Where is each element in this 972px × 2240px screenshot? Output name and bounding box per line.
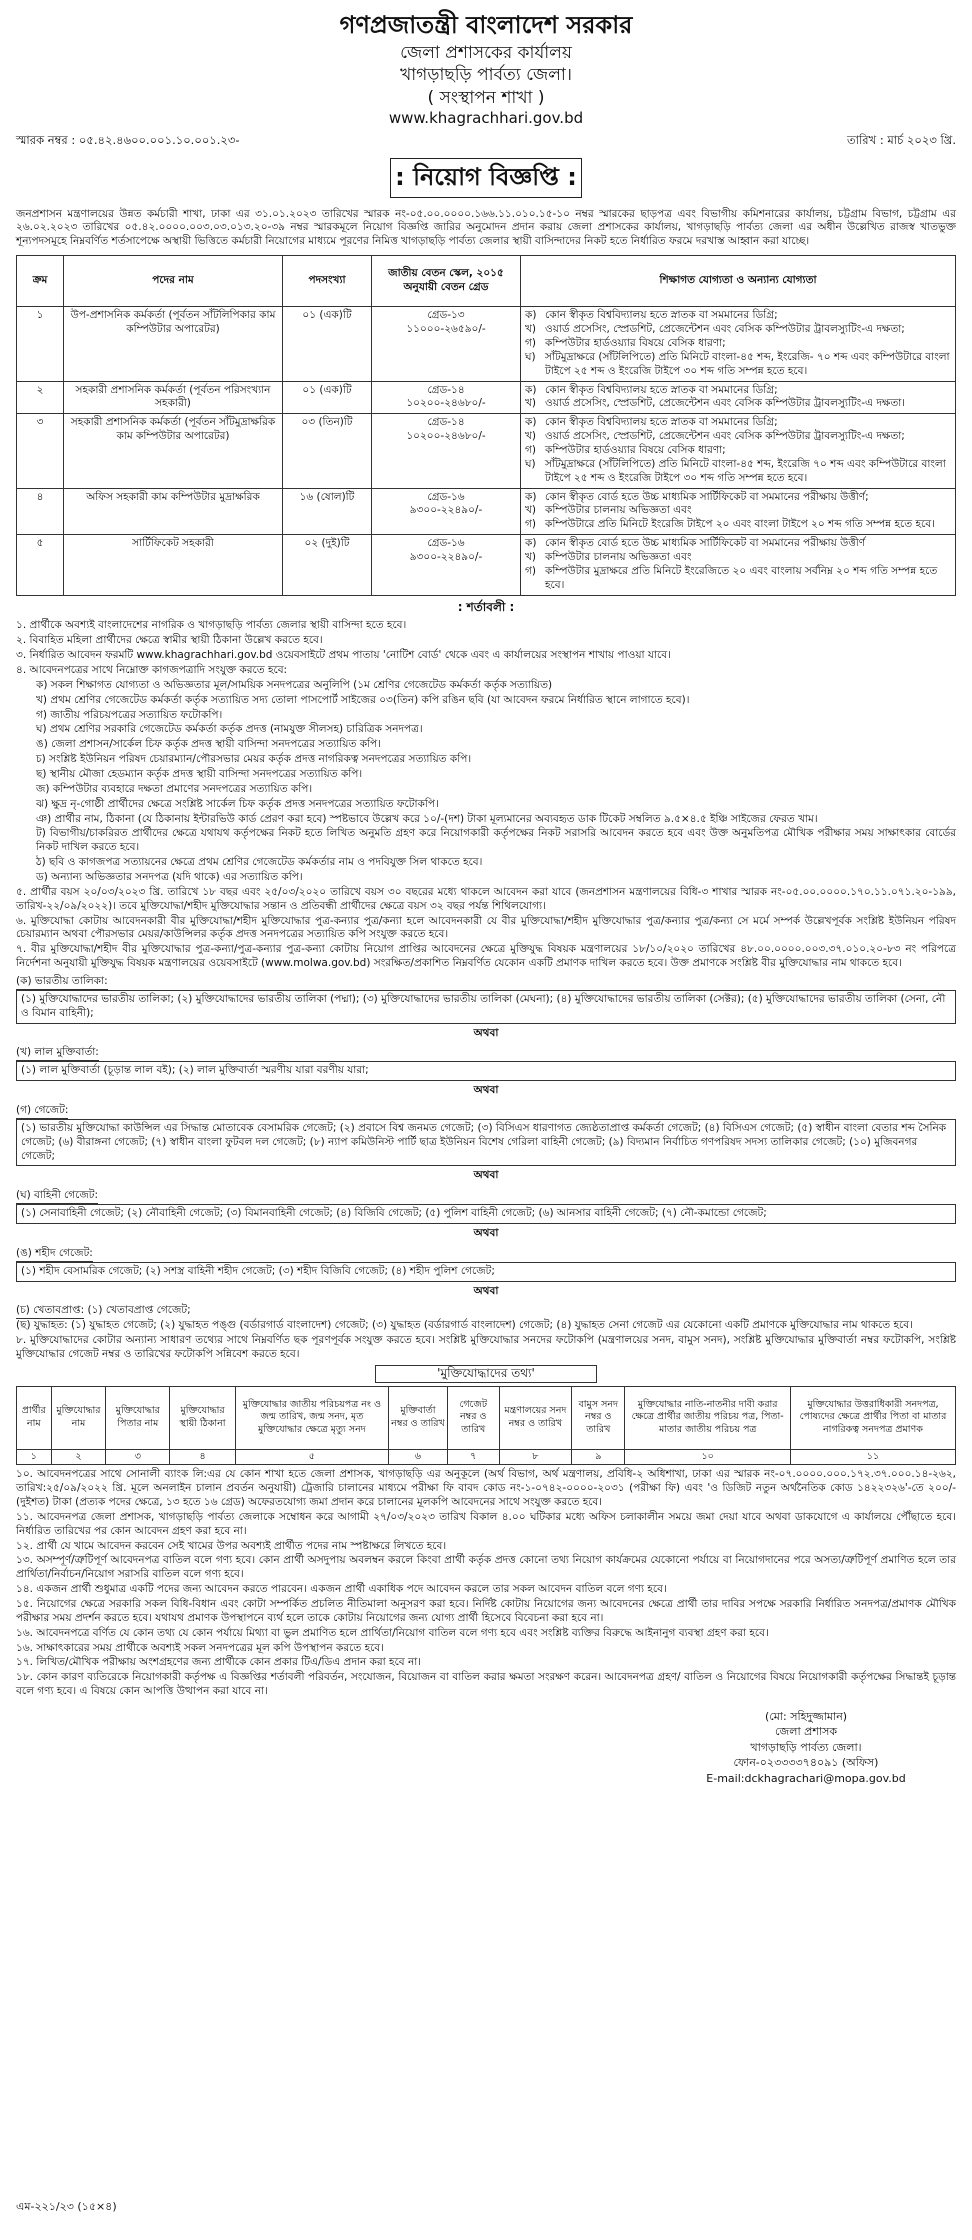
signatory-district: খাগড়াছড়ি পার্বত্য জেলা। (750, 1740, 862, 1754)
post-row (17, 307, 956, 381)
condition-item: ১. প্রার্থীকে অবশ্যই বাংলাদেশের নাগরিক ও খাগড়াছড়ি পার্বত্য জেলার স্থায়ী বাসিন্দা হতে হবে। (16, 619, 407, 632)
post-serial: ২ (17, 381, 64, 414)
qualification-text: সাঁটমুদ্রাক্ষরে (সাঁটলিপিতে) প্রতি মিনিটে বাংলা-৪৫ শব্দ, ইংরেজি- ৭০ শব্দ এবং কম্পিউটারে বাংলা টাইপে ২৫ শব্দ ও ইংরেজি টাইপে ৩০ শব্দ গতি সম্পন্ন হতে হবে। (545, 350, 950, 377)
intro-paragraph: জনপ্রশাসন মন্ত্রণালয়ের উন্নত কর্মচারী শাখা, ঢাকা এর ৩১.০১.২০২৩ তারিখের স্মারক নং-০৫.০০.০০০০.১৬৬.১১.০১০.১৫-১০ নম্বর স্মারকের ছাড়পত্র এবং বিভাগীয় কমিশনারের কার্যালয়, চট্টগ্রাম বিভাগ, চট্টগ্রাম এর ২৬.০২.২০২৩ তারিখের ০৫.৪২.০০০০.০০৩.০৩.০১৩.২০-৩৯ নম্বর স্মারকমূলে নিয়োগ বিজ্ঞপ্তি জারির অনুমোদন প্রদান করায় জেলা প্রশাসকের কার্যালয়, খাগড়াছড়ি পার্বত্য জেলা এর অধীন উল্লেখিত রাজস্ব খাতভুক্ত শূন্যপদসমূহে নিম্নবর্ণিত শর্তসাপেক্ষে অস্থায়ী ভিত্তিতে কর্মচারী নিয়োগের মাধ্যমে পূরণের নিমিত্ত খাগড়াছড়ি পার্বত্য জেলার স্থায়ী বাসিন্দাদের নিকট হতে নির্ধারিত ফরমে দরখাস্ত আহ্বান করা যাচ্ছে। (16, 207, 956, 248)
ff-info-column-number: ১০ (625, 1449, 791, 1465)
condition-item: ১৭. লিখিত/মৌখিক পরীক্ষায় অংশগ্রহণের জন্য প্রার্থীকে কোন প্রকার টিএ/ডিএ প্রদান করা হবে না। (16, 1656, 422, 1669)
footer-code: এম-২২১/২৩ (১৫×৪) (16, 2200, 117, 2213)
or-separator: অথবা (473, 1227, 499, 1240)
qualification-item (525, 504, 951, 518)
conditions-title: : শর্তাবলী : (457, 599, 515, 614)
condition-item: ১৩. অসম্পূর্ণ/ত্রুটিপূর্ণ আবেদনপত্র বাতিল বলে গণ্য হবে। কোন প্রার্থী অসদুপায় অবলম্বন করলে কিংবা প্রার্থী কর্তৃক প্রদত্ত কোনো তথ্য নিয়োগ কার্যক্রমের যেকোনো পর্যায়ে বা নিয়োগদানের পরে অসত্য/ত্রুটিপূর্ণ প্রমাণিত হলে তার প্রার্থিতা/নির্বাচন/নিয়োগ সরাসরি বাতিল বলে গণ্য হবে। (16, 1554, 956, 1581)
grade-label: গ্রেড-১৬ (427, 537, 465, 550)
ff-info-column: মুক্তিবার্তা নম্বর ও তারিখ (388, 1386, 447, 1449)
ff-info-column: মুক্তিযোদ্ধার পিতার নাম (106, 1386, 170, 1449)
ff-list-forces-label: (ঘ) বাহিনী গেজেট: (16, 1189, 98, 1204)
ff-list-martyr-text: (১) শহীদ বেসামরিক গেজেট; (২) সশস্ত্র বাহিনী শহীদ গেজেট; (৩) শহীদ বিজিবি গেজেট; (৪) শহীদ পুলিশ গেজেট; (16, 1262, 956, 1282)
attachment-item: ঝ) ক্ষুদ্র নৃ-গোষ্ঠী প্রার্থীদের ক্ষেত্রে সংশ্লিষ্ট সার্কেল চিফ কর্তৃক প্রদত্ত সনদপত্রের সত্যায়িত ফটোকপি। (36, 797, 439, 810)
signatory-name: (মো: সহিদুজ্জামান) (764, 1710, 848, 1723)
signatory-email[interactable]: E-mail:dckhagrachari@mopa.gov.bd (706, 1771, 906, 1785)
post-grade (372, 488, 521, 535)
post-name: অফিস সহকারী কাম কম্পিউটার মুদ্রাক্ষরিক (64, 488, 283, 535)
attachment-item: ঘ) প্রথম শ্রেণির সরকারি গেজেটেড কর্মকর্তা কর্তৃক প্রদত্ত (নামযুক্ত সীলসহ) চারিত্রিক সনদপত্র। (36, 723, 423, 736)
post-count: ০২ (দুই)টি (283, 535, 372, 595)
qualification-key: খ) (525, 550, 536, 563)
post-grade (372, 414, 521, 488)
condition-item: ১১. আবেদনপত্র জেলা প্রশাসক, খাগড়াছড়ি পার্বত্য জেলাকে সম্বোধন করে আগামী ২৭/০৩/২০২৩ তারিখ বিকাল ৪.০০ ঘটিকার মধ্যে অফিস চলাকালীন সময়ে জমা দেয়া যাবে অথবা ডাকযোগে এ কার্যালয়ে পৌঁছাতে হবে। নির্ধারিত তারিখের পর কোন আবেদন গ্রহণ করা হবে না। (16, 1510, 956, 1537)
qualification-key: খ) (525, 430, 536, 443)
qualification-key: খ) (525, 504, 536, 517)
qualification-text: কোন স্বীকৃত বিশ্ববিদ্যালয় হতে স্নাতক বা সমমানের ডিগ্রি; (545, 416, 778, 429)
pay-scale: ৯৩০০-২২৪৯০/- (409, 504, 483, 517)
ff-info-table (16, 1386, 956, 1466)
ff-info-column: মুক্তিযোদ্ধার নাম (51, 1386, 106, 1449)
post-serial: ৩ (17, 414, 64, 488)
qualification-text: কম্পিউটার চালনায় অভিজ্ঞতা এবং (545, 504, 692, 517)
ff-info-column: মন্ত্রণালয়ের সনদ নম্বর ও তারিখ (499, 1386, 572, 1449)
ff-info-column-number: ১ (17, 1449, 52, 1465)
notice-title: : নিয়োগ বিজ্ঞপ্তি : (390, 158, 582, 198)
qualification-item (525, 337, 951, 351)
ff-list-forces-text: (১) সেনাবাহিনী গেজেট; (২) নৌবাহিনী গেজেট; (৩) বিমানবাহিনী গেজেট; (৪) বিজিবি গেজেট; (৫) পুলিশ বাহিনী গেজেট; (৬) আনসার বাহিনী গেজেট; (৭) নৌ-কমান্ডো গেজেট; (16, 1204, 956, 1224)
ff-info-column: মুক্তিযোদ্ধার জাতীয় পরিচয়পত্র নং ও জন্ম তারিখ, জন্ম সনদ, মৃত মুক্তিযোদ্ধার ক্ষেত্রে মৃত্যু সনদ (235, 1386, 388, 1449)
post-name: সার্টিফিকেট সহকারী (64, 535, 283, 595)
qualification-key: ক) (525, 416, 537, 429)
branch-name: ( সংস্থাপন শাখা ) (427, 87, 545, 108)
post-qualifications (521, 381, 956, 414)
qualification-item (525, 323, 951, 337)
signatory-phone: ফোন-০২৩৩৩৩৭৪০৯১ (অফিস) (733, 1756, 879, 1770)
qualification-text: কম্পিউটার হার্ডওয়্যার বিষয়ে বেসিক ধারণা; (545, 443, 726, 456)
qualification-key: ক) (525, 309, 537, 322)
condition-item: ১৬. সাক্ষাৎকারের সময় প্রার্থীকে অবশ্যই সকল সনদপত্রের মূল কপি উপস্থাপন করতে হবে। (16, 1641, 384, 1654)
or-separator: অথবা (473, 1169, 499, 1182)
notice-date: তারিখ : মার্চ ২০২৩ খ্রি. (847, 132, 956, 147)
qualification-item (525, 565, 951, 593)
qualification-text: কম্পিউটার চালনায় অভিজ্ঞতা এবং (545, 550, 692, 563)
attachment-item: জ) কম্পিউটার ব্যবহারে দক্ষতা প্রমাণের সনদপত্রের সত্যায়িত কপি। (36, 782, 313, 795)
qualification-key: খ) (525, 323, 536, 336)
post-serial: ৪ (17, 488, 64, 535)
post-row (17, 414, 956, 488)
ff-list-india (16, 972, 956, 1024)
or-separator: অথবা (473, 1084, 499, 1097)
attachment-item: ক) সকল শিক্ষাগত যোগ্যতা ও অভিজ্ঞতার মূল/সাময়িক সনদপত্রের অনুলিপি (১ম শ্রেণির গেজেটেড কর্মকর্তা কর্তৃক সত্যায়িত) (36, 678, 553, 691)
ff-info-column: মুক্তিযোদ্ধার স্থায়ী ঠিকানা (170, 1386, 236, 1449)
condition-8: ৮. মুক্তিযোদ্ধাদের কোটার অন্যান্য সাধারণ তথ্যের সাথে নিম্নবর্ণিত ছক পূরণপূর্বক সংযুক্ত করতে হবে। সংশ্লিষ্ট মুক্তিযোদ্ধার সনদের ফটোকপি (মন্ত্রণালয়ের সনদ, বামুস সনদ), সংশ্লিষ্ট মুক্তিযোদ্ধার মুক্তিবার্তা নম্বর ফটোকপি, সংশ্লিষ্ট মুক্তিযোদ্ধার গেজেট নম্বর ও তারিখের ফটোকপি সন্নিবেশ করতে হবে। (16, 1334, 956, 1361)
ff-info-column-number: ৪ (170, 1449, 236, 1465)
ff-info-column: মুক্তিযোদ্ধার নাতি-নাতনীর দাবী করার ক্ষেত্রে প্রার্থীর জাতীয় পরিচয় পত্র, পিতা-মাতার জাতীয় পরিচয় পত্র (625, 1386, 791, 1449)
grade-label: গ্রেড-১৪ (427, 383, 465, 396)
posts-table (16, 255, 956, 595)
post-name: সহকারী প্রশাসনিক কর্মকর্তা (পূর্বতন পরিসংখ্যান সহকারী) (64, 381, 283, 414)
post-qualifications (521, 307, 956, 381)
condition-item: ২. বিবাহিত মহিলা প্রার্থীদের ক্ষেত্রে স্বামীর স্থায়ী ঠিকানা উল্লেখ করতে হবে। (16, 634, 323, 647)
qualification-text: কোন স্বীকৃত বোর্ড হতে উচ্চ মাধ্যমিক সার্টিফিকেট বা সমমানের পরীক্ষায় উত্তীর্ণ; (545, 490, 869, 503)
posts-table-header (17, 256, 956, 307)
qualification-text: ওয়ার্ড প্রসেসিং, স্প্রেডশিট, প্রেজেন্টেশন এবং বেসিক কম্পিউটার ট্রাবলস্যুটিং-এ দক্ষতা; (545, 323, 905, 336)
qualification-item (525, 537, 951, 551)
ff-list-red (16, 1043, 956, 1081)
ff-info-column-number: ১১ (790, 1449, 955, 1465)
pay-scale: ১০২০০-২৪৬৮০/- (406, 397, 486, 410)
qualification-text: সাঁটমুদ্রাক্ষরে (সাঁটলিপিতে) প্রতি মিনিটে বাংলা-৪৫ শব্দ, ইংরেজি ৭০ শব্দ এবং কম্পিউটারে বাংলা টাইপে ২৫ শব্দ ও ইংরেজি টাইপে ৩০ শব্দ গতি সম্পন্ন হতে হবে। (545, 457, 946, 484)
ff-info-column: গেজেট নম্বর ও তারিখ (448, 1386, 500, 1449)
qualification-item (525, 444, 951, 458)
qualification-item (525, 518, 951, 532)
ff-list-martyr (16, 1244, 956, 1282)
ff-info-column-number: ৫ (235, 1449, 388, 1465)
grade-label: গ্রেড-১৬ (427, 490, 465, 503)
qualification-item (525, 458, 951, 486)
attachment-item: ড) অন্যান্য অভিজ্ঞতার সনদপত্র (যদি থাকে) এর সত্যায়িত কপি। (36, 870, 303, 883)
post-count: ০১ (এক)টি (283, 307, 372, 381)
pay-scale: ১০২০০-২৪৬৮০/- (406, 430, 486, 443)
qualification-text: কোন স্বীকৃত বিশ্ববিদ্যালয় হতে স্নাতক বা সমমানের ডিগ্রি; (545, 383, 778, 396)
ff-info-title: 'মুক্তিযোদ্ধাদের তথ্য' (375, 1365, 597, 1383)
condition-item: ৪. আবেদনপত্রের সাথে নিম্নোক্ত কাগজপত্রাদি সংযুক্ত করতে হবে: (16, 663, 288, 676)
condition-item: ১০. আবেদনপত্রের সাথে সোনালী ব্যাংক লি:এর যে কোন শাখা হতে জেলা প্রশাসক, খাগড়াছড়ি এর অনুকূলে (অর্থ বিভাগ, অর্থ মন্ত্রণালয়, প্রবিধি-২ অধিশাখা, ঢাকা এর স্মারক নং-০৭.০০০০.০০০.১৭২.৩৭.০০০.১৪-২৬২, তারিখ:২৫/০৯/২০২২ খ্রি. মূলে অনলাইন চালান প্রবর্তন অনুযায়ী) ট্রেজারি চালানের মাধ্যমে পরীক্ষা ফি বাবদ কোড নং-১-০৭৪২-০০০০-২০৩১ (পরীক্ষা ফি) এবং 'ও ডিজিট নতুন অর্থনৈতিক কোড ১৪২২৩২৬'-তে ২০০/- (দুইশত) টাকা (প্রত্যক পদের ক্ষেত্রে, ১৩ হতে ১৬ গ্রেড) অফেরতযোগ্য জমা প্রদান করে চালানের মূলকপি আবেদনের সাথে সংযুক্ত করতে হবে। (16, 1468, 956, 1508)
qualification-key: খ) (525, 397, 536, 410)
ff-info-column-number: ৯ (572, 1449, 625, 1465)
notice-page (16, 0, 956, 2213)
qualification-text: কোন স্বীকৃত বোর্ড হতে উচ্চ মাধ্যমিক সার্টিফিকেট বা সমমানের পরীক্ষায় উত্তীর্ণ (545, 537, 866, 550)
signature-block (656, 1709, 956, 1786)
attachment-item: ছ) স্থানীয় মৌজা হেডম্যান কর্তৃক প্রদত্ত স্থায়ী বাসিন্দা সনদপত্রের সত্যায়িত কপি। (36, 767, 363, 780)
grade-label: গ্রেড-১৩ (427, 309, 465, 322)
post-count: ১৬ (ষোল)টি (283, 488, 372, 535)
qualification-key: গ) (525, 443, 536, 456)
qualification-text: ওয়ার্ড প্রসেসিং, স্প্রেডশিট, প্রেজেন্টেশন এবং বেসিক কম্পিউটার ট্রাবলস্যুটিং-এ দক্ষতা। (545, 397, 906, 410)
post-row (17, 488, 956, 535)
ff-list-red-text: (১) লাল মুক্তিবার্তা (চূড়ান্ত লাল বই); (২) লাল মুক্তিবার্তা স্মরণীয় যারা বরণীয় যারা; (16, 1061, 956, 1081)
qualification-key: ক) (525, 490, 537, 503)
col-post-count: পদসংখ্যা (283, 256, 372, 307)
website-link[interactable]: www.khagrachhari.gov.bd (388, 108, 584, 127)
col-qualifications: শিক্ষাগত যোগ্যতা ও অন্যান্য যোগ্যতা (521, 256, 956, 307)
qualification-text: কম্পিউটার হার্ডওয়্যার বিষয়ে বেসিক ধারণা; (545, 336, 726, 349)
ff-list-titled-text: (১) খেতাবপ্রাপ্ত গেজেট; (87, 1304, 191, 1317)
government-title: গণপ্রজাতন্ত্রী বাংলাদেশ সরকার (339, 11, 633, 39)
condition-item: ১৪. একজন প্রার্থী শুধুমাত্র একটি পদের জন্য আবেদন করতে পারবেন। একজন প্রার্থী একাধিক পদে আবেদন করলে তার সকল আবেদন বাতিল বলে গণ্য হবে। (16, 1583, 667, 1596)
qualification-key: গ) (525, 336, 536, 349)
post-grade (372, 307, 521, 381)
qualification-text: কম্পিউটার মুদ্রাক্ষরে প্রতি মিনিটে ইংরেজিতে ২০ এবং বাংলায় সর্বনিম্ন ২০ শব্দ গতি সম্পন্ন হতে হবে। (545, 564, 938, 591)
qualification-item (525, 397, 951, 411)
office-name: জেলা প্রশাসকের কার্যালয় (400, 42, 572, 63)
post-qualifications (521, 488, 956, 535)
qualification-item (525, 430, 951, 444)
ff-info-column-number: ৩ (106, 1449, 170, 1465)
condition-item: ১৮. কোন কারণ ব্যতিরেকে নিয়োগকারী কর্তৃপক্ষ এ বিজ্ঞপ্তির শর্তাবলী পরিবর্তন, সংযোজন, বিয়োজন বা বাতিল করার ক্ষমতা সংরক্ষণ করেন। আবেদনপত্র গ্রহণ/ বাতিল ও নিয়োগের বিষয়ে নিয়োগকারী কর্তৃপক্ষের সিদ্ধান্তই চূড়ান্ত বলে গণ্য হবে। এ বিষয়ে কোন আপত্তি উত্থাপন করা যাবে না। (16, 1671, 956, 1698)
district-name: খাগড়াছড়ি পার্বত্য জেলা। (400, 65, 572, 86)
post-name: সহকারী প্রশাসনিক কর্মকর্তা (পূর্বতন সাঁটমুদ্রাক্ষরিক কাম কম্পিউটার অপারেটর) (64, 414, 283, 488)
qualification-key: গ) (525, 518, 536, 531)
attachment-item: চ) সংশ্লিষ্ট ইউনিয়ন পরিষদ চেয়ারম্যান/পৌরসভার মেয়র কর্তৃক প্রদত্ত নাগরিকত্ব সনদপত্রের সত্যায়িত কপি। (36, 753, 472, 766)
attachment-item: ঙ) জেলা প্রশাসন/সার্কেল চিফ কর্তৃক প্রদত্ত স্থায়ী বাসিন্দা সনদপত্রের সত্যায়িত কপি। (36, 738, 381, 751)
condition-item: ১৫. নিয়োগের ক্ষেত্রে সরকারি সকল বিধি-বিধান এবং কোটা সম্পর্কিত প্রচলিত নীতিমালা অনুসরণ করা হবে। নির্দিষ্ট কোটায় নিয়োগের জন্য আবেদনের ক্ষেত্রে প্রার্থী তার দাবির সপক্ষে সরকারি নির্ধারিত সনদপত্র/প্রমাণক মৌখিক পরীক্ষার সময় প্রদর্শন করতে হবে। যথাযথ প্রমাণক উপস্থাপনে ব্যর্থ হলে তাকে কোটায় নিয়োগের জন্য যোগ্য প্রার্থী হিসেবে বিবেচনা করা হবে না। (16, 1597, 956, 1624)
memo-row (16, 133, 956, 148)
col-serial: ক্রম (17, 256, 64, 307)
post-serial: ৫ (17, 535, 64, 595)
attachment-item: খ) প্রথম শ্রেণির গেজেটেড কর্মকর্তা কর্তৃক সত্যায়িত সদ্য তোলা পাসপোর্ট সাইজের ০৩(তিন) কপি রঙিন ছবি (যা আবেদন ফরমে নির্ধারিত স্থানে লাগাতে হবে)। (36, 693, 690, 706)
pay-scale: ১১০০০-২৬৫৯০/- (406, 323, 486, 336)
qualification-key: ঘ) (525, 350, 536, 363)
condition-item: ৭. বীর মুক্তিযোদ্ধা/শহীদ বীর মুক্তিযোদ্ধার পুত্র-কন্যা/পুত্র-কন্যার পুত্র-কন্যা কোটায় নিয়োগ প্রাপ্তির আবেদনের ক্ষেত্রে মুক্তিযুদ্ধ বিষয়ক মন্ত্রণালয়ের ১৮/১০/২০২০ তারিখের ৪৮.০০.০০০০.০০৩.৩৭.০১০.২০-৮৩ নং পরিপত্রে নির্দেশনা অনুযায়ী মুক্তিযুদ্ধ বিষয়ক মন্ত্রণালয়ের ওয়েবসাইটে (www.molwa.gov.bd) সংরক্ষিত/প্রকাশিত নিম্নবর্ণিত যেকোন একটি প্রমাণক দাখিল করতে হবে। উক্ত প্রমাণকে সংশ্লিষ্ট বীর মুক্তিযোদ্ধার নাম থাকতে হবে। (16, 943, 956, 970)
ff-info-column: প্রার্থীর নাম (17, 1386, 52, 1449)
qualification-key: গ) (525, 564, 536, 577)
ff-list-india-label: (ক) ভারতীয় তালিকা: (16, 975, 108, 990)
condition-item: ৩. নির্ধারিত আবেদন ফরমটি www.khagrachhari.gov.bd ওয়েবসাইটে প্রথম পাতায় 'নোটিশ বোর্ড' থেকে এবং এ কার্যালয়ের সংস্থাপন শাখায় পাওয়া যাবে। (16, 649, 671, 662)
post-qualifications (521, 414, 956, 488)
condition-item: ১৬. আবেদনপত্রে বর্ণিত যে কোন তথ্য যে কোন পর্যায়ে মিথ্যা বা ভুল প্রমাণিত হলে প্রার্থিতা/নিয়োগ বাতিল বলে গণ্য হবে এবং সংশ্লিষ্ট ব্যক্তির বিরুদ্ধে আইনানুগ ব্যবস্থা গ্রহণ করা হবে। (16, 1626, 769, 1639)
ff-info-column-number: ৬ (388, 1449, 447, 1465)
post-row (17, 381, 956, 414)
ff-info-column-number: ৭ (448, 1449, 500, 1465)
letterhead (16, 10, 956, 129)
pay-scale: ৯৩০০-২২৪৯০/- (409, 550, 483, 563)
ff-info-column: মুক্তিযোদ্ধার উত্তরাধিকারী সনদপত্র, পোষ্যদের ক্ষেত্রে প্রার্থীর পিতা বা মাতার নাগরিকত্ব সনদপত্র প্রমাণক (790, 1386, 955, 1449)
attachment-item: গ) জাতীয় পরিচয়পত্রের সত্যায়িত ফটোকপি। (36, 708, 223, 721)
ff-list-red-label: (খ) লাল মুক্তিবার্তা: (16, 1046, 99, 1061)
post-serial: ১ (17, 307, 64, 381)
or-separator: অথবা (473, 1284, 499, 1297)
qualification-key: ঘ) (525, 457, 536, 470)
ff-list-gazette-text: (১) ভারতীয় মুক্তিযোদ্ধা কাউন্সিল এর সিদ্ধান্ত মোতাবেক বেসামরিক গেজেট; (২) প্রবাসে বিশ্ব জনমত গেজেট; (৩) বিসিএস ধারণাগত জ্যেষ্ঠতাপ্রাপ্ত কর্মকর্তা গেজেট; (৪) বিসিএস গেজেট; (৫) স্বাধীন বাংলা বেতার শব্দ সৈনিক গেজেট; (৬) বীরাঙ্গনা গেজেট; (৭) স্বাধীন বাংলা ফুটবল দল গেজেট; (৮) ন্যাপ কমিউনিস্ট পার্টি ছাত্র ইউনিয়ন বিশেষ গেরিলা বাহিনী গেজেট; (৯) বিদ্যমান নির্বাচিত গণপরিষদ সদস্য তালিকার গেজেট; (১০) মুজিবনগর গেজেট; (16, 1119, 956, 1167)
post-count: ০১ (এক)টি (283, 381, 372, 414)
ff-list-forces (16, 1186, 956, 1224)
qualification-item (525, 491, 951, 505)
ff-info-column-number: ২ (51, 1449, 106, 1465)
signatory-title: জেলা প্রশাসক (774, 1725, 838, 1739)
col-post-name: পদের নাম (64, 256, 283, 307)
post-qualifications (521, 535, 956, 595)
qualification-item (525, 309, 951, 323)
ff-info-column-number: ৮ (499, 1449, 572, 1465)
post-row (17, 535, 956, 595)
attachment-item: ঞ) প্রার্থীর নাম, ঠিকানা (যে ঠিকানায় ইন্টারভিউ কার্ড প্রেরণ করা হবে) স্পষ্টভাবে উল্লেখ করে ১০/-(দশ) টাকা মূল্যমানের অব্যবহৃত ডাক টিকেট সম্বলিত ৯.৫×৪.৫ ইঞ্চি সাইজের ফেরত খাম। (36, 812, 818, 825)
post-name: উপ-প্রশাসনিক কর্মকর্তা (পূর্বতন সাঁটলিপিকার কাম কম্পিউটার অপারেটর) (64, 307, 283, 381)
ff-info-column: বামুস সনদ নম্বর ও তারিখ (572, 1386, 625, 1449)
qualification-text: ওয়ার্ড প্রসেসিং, স্প্রেডশিট, প্রেজেন্টেশন এবং বেসিক কম্পিউটার ট্রাবলস্যুটিং-এ দক্ষতা; (545, 430, 905, 443)
qualification-key: ক) (525, 383, 537, 396)
qualification-item (525, 351, 951, 379)
qualification-key: ক) (525, 537, 537, 550)
ff-info-header-row (17, 1386, 956, 1449)
ff-info-number-row (17, 1449, 956, 1465)
post-count: ০৩ (তিন)টি (283, 414, 372, 488)
col-pay-grade: জাতীয় বেতন স্কেল, ২০১৫ অনুযায়ী বেতন গ্রেড (372, 256, 521, 307)
ff-list-titled-label: (চ) খেতাবপ্রাপ্ত: (16, 1304, 84, 1319)
qualification-item (525, 416, 951, 430)
qualification-item (525, 384, 951, 398)
post-grade (372, 535, 521, 595)
ff-list-gazette-label: (গ) গেজেট: (16, 1104, 68, 1119)
ff-list-martyr-label: (ঙ) শহীদ গেজেট: (16, 1247, 93, 1262)
ff-list-titled (16, 1301, 956, 1319)
ff-list-gazette (16, 1101, 956, 1166)
attachment-item: ট) বিভাগীয়/চাকরিরত প্রার্থীদের ক্ষেত্রে যথাযথ কর্তৃপক্ষের নিকট হতে লিখিত অনুমতি গ্রহণ করে নিয়োগকারী কর্তৃপক্ষের নিকট সরাসরি আবেদন করতে হবে এবং উক্ত অনুমতিপত্র মৌখিক পরীক্ষার সময় সাক্ষাৎকার বোর্ডের নিকট দাখিল করতে হবে। (36, 827, 956, 854)
condition-item: ১২. প্রার্থী যে খামে আবেদন করবেন সেই খামের উপর অবশ্যই প্রার্থীত পদের নাম স্পষ্টাক্ষরে লিখতে হবে। (16, 1539, 447, 1552)
ff-list-wounded: (ছ) যুদ্ধাহত: (১) যুদ্ধাহত গেজেট; (২) যুদ্ধাহত পঙ্গু (বর্ডারগার্ড বাংলাদেশ) গেজেট; (৩) যুদ্ধাহত (বর্ডারগার্ড বাংলাদেশ) গেজেট; (৪) যুদ্ধাহত সেনা গেজেট এর যেকোনো একটি প্রমাণকে মুক্তিযোদ্ধার নাম থাকতে হবে। (16, 1319, 913, 1332)
grade-label: গ্রেড-১৪ (427, 416, 465, 429)
or-separator: অথবা (473, 1026, 499, 1039)
qualification-text: কোন স্বীকৃত বিশ্ববিদ্যালয় হতে স্নাতক বা সমমানের ডিগ্রি; (545, 309, 778, 322)
memo-number: স্মারক নম্বর : ০৫.৪২.৪৬০০.০০১.১০.০০১.২৩- (16, 132, 240, 147)
attachment-item: ঠ) ছবি ও কাগজপত্র সত্যায়নের ক্ষেত্রে প্রথম শ্রেণির গেজেটেড কর্মকর্তার নাম ও পদবিযুক্ত সিল থাকতে হবে। (36, 856, 483, 869)
qualification-text: কম্পিউটারে প্রতি মিনিটে ইংরেজি টাইপে ২০ এবং বাংলা টাইপে ২০ শব্দ গতি সম্পন্ন হতে হবে। (545, 518, 935, 531)
qualification-item (525, 551, 951, 565)
post-grade (372, 381, 521, 414)
condition-item: ৬. মুক্তিযোদ্ধা কোটায় আবেদনকারী বীর মুক্তিযোদ্ধা/শহীদ মুক্তিযোদ্ধার পুত্র-কন্যার পুত্র/কন্যা হলে আবেদনকারী যে বীর মুক্তিযোদ্ধা/শহীদ মুক্তিযোদ্ধার পুত্র/কন্যার পুত্র/কন্যা সে মর্মে সম্পর্ক উল্লেখপূর্বক সংশ্লিষ্ট ইউনিয়ন পরিষদ চেয়ারম্যান অথবা পৌরসভার মেয়র/কাউন্সিলর কর্তৃক প্রদত্ত সনদপত্রের সত্যায়িত কপি সংযুক্ত করতে হবে। (16, 914, 956, 941)
condition-item: ৫. প্রার্থীর বয়স ২০/০৩/২০২৩ খ্রি. তারিখে ১৮ বছর এবং ২৫/০৩/২০২০ তারিখে বয়স ৩০ বছরের মধ্যে থাকলে আবেদন করা যাবে (জনপ্রশাসন মন্ত্রণালয়ের বিধি-৩ শাখার স্মারক নং-০৫.০০.০০০০.১৭০.১১.০৭১.২০-১৯৯, তারিখ-২২/০৯/২০২২)। তবে মুক্তিযোদ্ধা/শহীদ মুক্তিযোদ্ধার সন্তান ও প্রতিবন্ধী প্রার্থীদের ক্ষেত্রে বয়স ৩২ বছর পর্যন্ত শিথিলযোগ্য। (16, 885, 956, 912)
ff-list-india-text: (১) মুক্তিযোদ্ধাদের ভারতীয় তালিকা; (২) মুক্তিযোদ্ধাদের ভারতীয় তালিকা (পদ্মা); (৩) মুক্তিযোদ্ধাদের ভারতীয় তালিকা (মেঘনা); (৪) মুক্তিযোদ্ধাদের ভারতীয় তালিকা (সেক্টর); (৫) মুক্তিযোদ্ধাদের ভারতীয় তালিকা (সেনা, নৌ ও বিমান বাহিনী); (16, 990, 956, 1024)
